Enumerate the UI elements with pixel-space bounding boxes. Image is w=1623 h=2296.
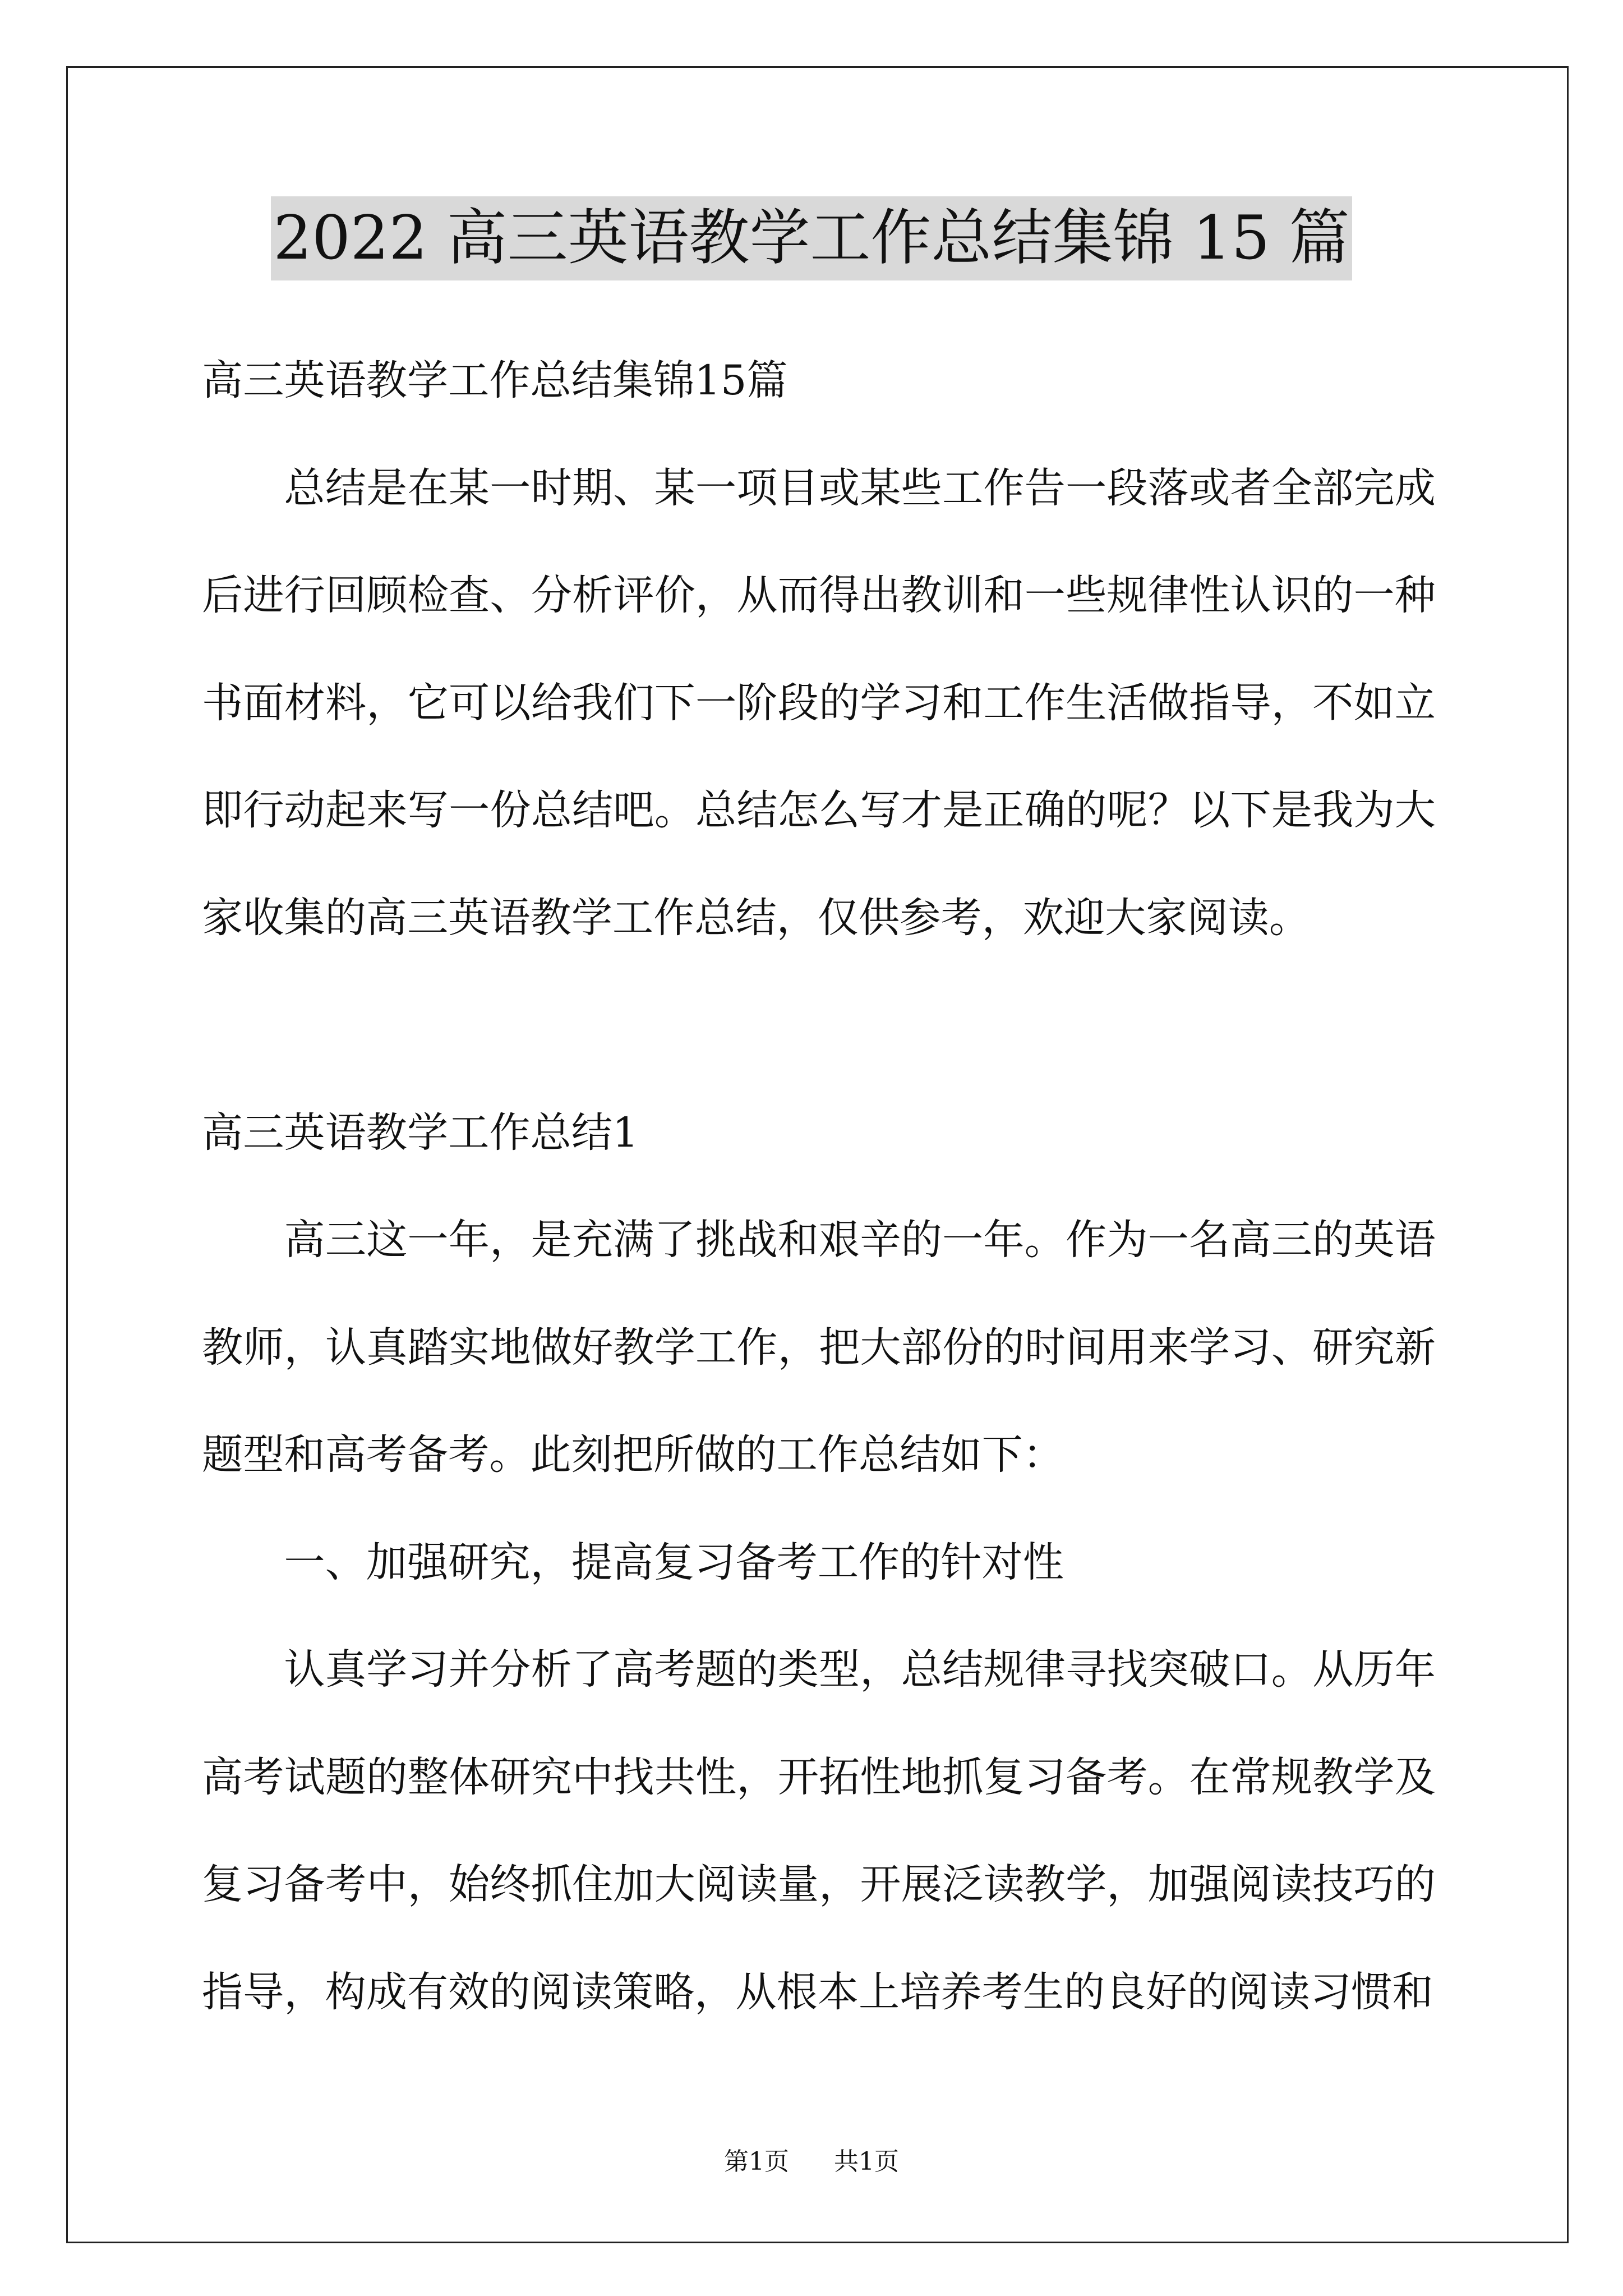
intro-paragraph: 总结是在某一时期、某一项目或某些工作告一段落或者全部完成后进行回顾检查、分析评价，从而得出教训和一些规律性认识的一种书面材料，它可以给我们下一阶段的学习和工作生活做指导，不如立即行动起来写一份总结吧。总结怎么写才是正确的呢？以下是我为大家收集的高三英语教学工作总结，仅供参考，欢迎大家阅读。 bbox=[202, 464, 1436, 942]
section-paragraph: 认真学习并分析了高考题的类型，总结规律寻找突破口。从历年高考试题的整体研究中找共性，开拓性地抓复习备考。在常规教学及复习备考中，始终抓住加大阅读量，开展泛读教学，加强阅读技巧的指导，构成有效的阅读策略，从根本上培养考生的良好的阅读习惯和 bbox=[202, 1646, 1436, 2016]
document-title: 2022 高三英语教学工作总结集锦 15 篇 bbox=[271, 196, 1352, 280]
document-body bbox=[202, 327, 1436, 2046]
page-footer bbox=[0, 2145, 1623, 2179]
section-subheading: 一、加强研究，提高复习备考工作的针对性 bbox=[284, 1538, 1064, 1586]
section-paragraph: 高三这一年，是充满了挑战和艰辛的一年。作为一名高三的英语教师，认真踏实地做好教学工作，把大部份的时间用来学习、研究新题型和高考备考。此刻把所做的工作总结如下： bbox=[202, 1216, 1436, 1479]
document-subtitle: 高三英语教学工作总结集锦15篇 bbox=[202, 357, 788, 404]
title-container bbox=[0, 196, 1623, 280]
page-number: 第1页 bbox=[724, 2147, 789, 2176]
page-total: 共1页 bbox=[834, 2147, 899, 2176]
section-heading: 高三英语教学工作总结1 bbox=[202, 1108, 639, 1157]
